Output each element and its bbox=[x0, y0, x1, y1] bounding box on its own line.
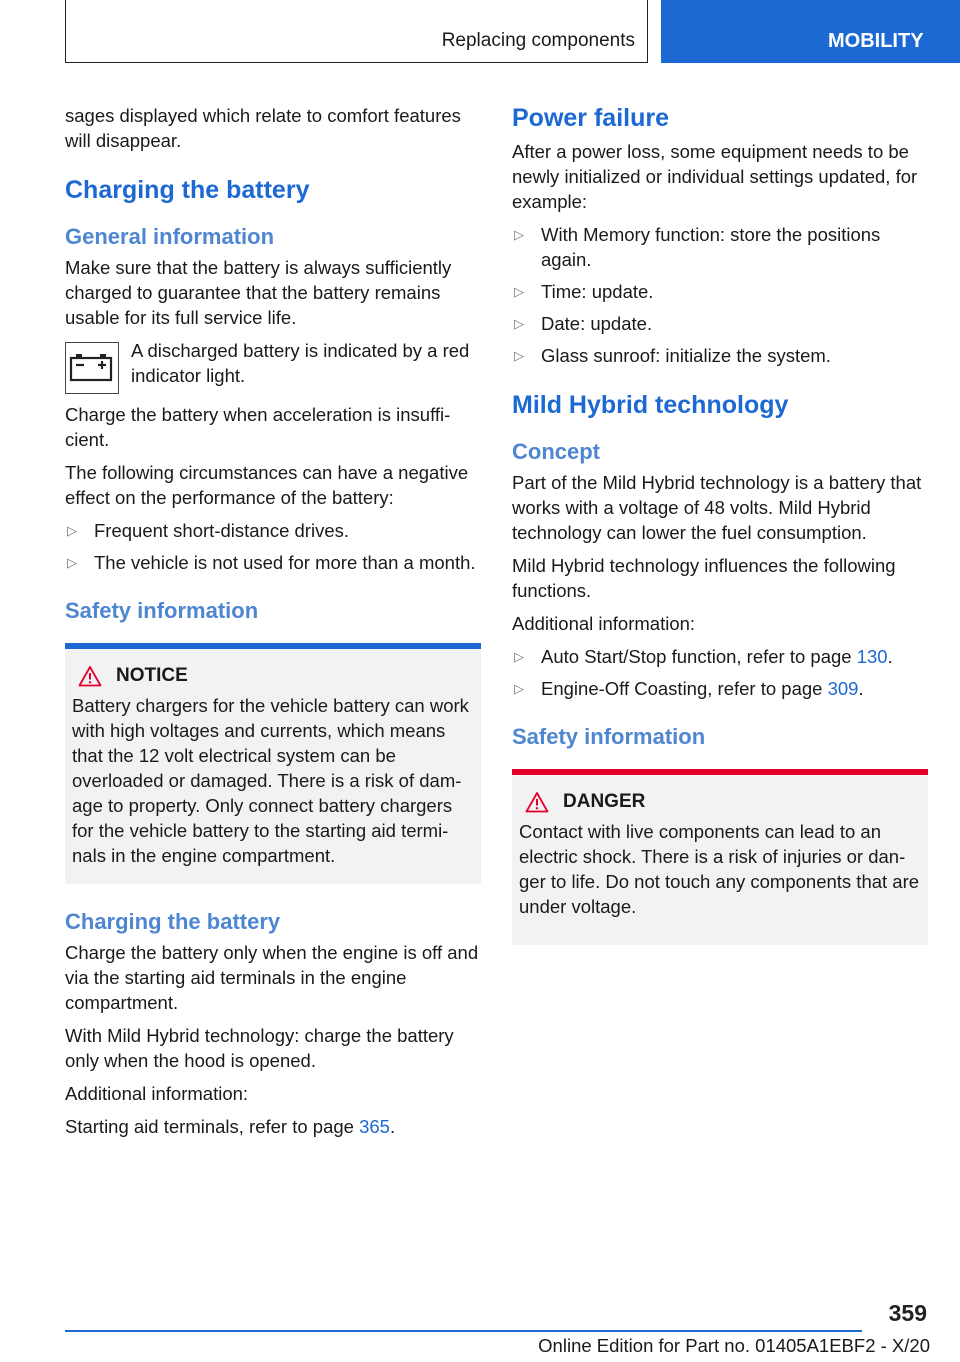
list-item: ▷ Frequent short-distance drives. bbox=[67, 520, 350, 541]
danger-title bbox=[519, 791, 921, 813]
notice-text: Battery chargers for the vehicle battery can work with high voltages and currents, which means that the 12 volt electrical system can be overloaded or damaged. There is a risk of dam-age to property. Only connect battery chargers for the vehicle battery to the starting aid termi-nals in the engine compartment. bbox=[72, 695, 469, 866]
circumstances-text: The following circumstances can have a negative effect on the performance of the battery: bbox=[65, 462, 469, 508]
heading-concept: Concept bbox=[512, 439, 600, 464]
page-link-365[interactable]: 365 bbox=[359, 1116, 390, 1137]
power-failure-text: After a power loss, some equipment needs to be newly initialized or individual settings updated, for example: bbox=[512, 141, 918, 212]
general-information-text: Make sure that the battery is always sufficiently charged to guarantee that the battery remains usable for its full service life. bbox=[65, 257, 452, 328]
triangle-bullet-icon: ▷ bbox=[67, 523, 77, 538]
additional-info-label: Additional information: bbox=[512, 613, 696, 634]
triangle-bullet-icon: ▷ bbox=[67, 555, 77, 570]
footer-divider bbox=[65, 1330, 862, 1332]
heading-general-information: General information bbox=[65, 224, 275, 249]
page-link-130[interactable]: 130 bbox=[856, 646, 888, 667]
triangle-bullet-icon: ▷ bbox=[514, 348, 524, 363]
warning-triangle-icon bbox=[78, 665, 102, 687]
heading-safety-information-right: Safety information bbox=[512, 724, 706, 749]
list-item: ▷ The vehicle is not used for more than a month. bbox=[67, 552, 476, 573]
heading-mild-hybrid: Mild Hybrid technology bbox=[512, 391, 789, 419]
starting-aid-reference: Starting aid terminals, refer to page 365. bbox=[65, 1116, 396, 1137]
left-column bbox=[65, 103, 481, 1147]
triangle-bullet-icon: ▷ bbox=[514, 284, 524, 299]
triangle-bullet-icon: ▷ bbox=[514, 316, 524, 331]
header-chapter-tab[interactable]: MOBILITY bbox=[661, 0, 960, 63]
charge-when-text: Charge the battery when acceleration is insuffi-cient. bbox=[65, 404, 451, 450]
list-item: ▷ With Memory function: store the positions again. bbox=[514, 224, 881, 270]
additional-info-label: Additional information: bbox=[65, 1083, 249, 1104]
indicator-light-row bbox=[65, 338, 481, 394]
danger-text: Contact with live components can lead to an electric shock. There is a risk of injuries or dan-ger to life. Do not touch any components that are under voltage. bbox=[519, 821, 920, 917]
notice-title bbox=[72, 665, 474, 687]
triangle-bullet-icon: ▷ bbox=[514, 649, 524, 664]
battery-warning-icon bbox=[65, 342, 119, 394]
right-column bbox=[512, 103, 928, 961]
list-item: ▷ Engine-Off Coasting, refer to page 309. bbox=[514, 678, 864, 699]
danger-bar bbox=[512, 769, 928, 775]
list-item: ▷ Auto Start/Stop function, refer to page 130. bbox=[514, 646, 893, 667]
concept-text: Part of the Mild Hybrid technology is a battery that works with a voltage of 48 volts. Mild Hybrid technology can lower the fuel consumption. bbox=[512, 472, 922, 543]
list-item: ▷ Glass sunroof: initialize the system. bbox=[514, 345, 831, 366]
indicator-light-text: A discharged battery is indicated by a red indicator light. bbox=[131, 340, 470, 386]
heading-power-failure: Power failure bbox=[512, 104, 669, 132]
influences-text: Mild Hybrid technology influences the following functions. bbox=[512, 555, 896, 601]
charge-only-text: Charge the battery only when the engine is off and via the starting aid terminals in the engine compartment. bbox=[65, 942, 479, 1013]
notice-bar bbox=[65, 643, 481, 649]
footer-edition: Online Edition for Part no. 01405A1EBF2 - X/20 bbox=[538, 1335, 930, 1356]
triangle-bullet-icon: ▷ bbox=[514, 681, 524, 696]
heading-charging-battery-sub: Charging the battery bbox=[65, 909, 281, 934]
list-item: ▷ Date: update. bbox=[514, 313, 653, 334]
page-number: 359 bbox=[888, 1300, 927, 1326]
notice-box bbox=[65, 643, 481, 884]
intro-text: sages displayed which relate to comfort features will disappear. bbox=[65, 105, 461, 151]
header-section-box bbox=[65, 0, 648, 63]
power-failure-list bbox=[512, 222, 928, 368]
triangle-bullet-icon: ▷ bbox=[514, 227, 524, 242]
page-link-309[interactable]: 309 bbox=[827, 678, 859, 699]
reference-list bbox=[512, 644, 928, 701]
list-item: ▷ Time: update. bbox=[514, 281, 654, 302]
circumstances-list bbox=[65, 518, 481, 575]
danger-box bbox=[512, 769, 928, 945]
notice-label: NOTICE bbox=[116, 665, 188, 686]
warning-triangle-icon bbox=[525, 791, 549, 813]
heading-safety-information: Safety information bbox=[65, 598, 259, 623]
mild-hybrid-hood-text: With Mild Hybrid technology: charge the battery only when the hood is opened. bbox=[65, 1025, 454, 1071]
heading-charging-battery: Charging the battery bbox=[65, 176, 310, 204]
header-section-title: Replacing components bbox=[441, 30, 635, 51]
danger-label: DANGER bbox=[563, 791, 646, 812]
